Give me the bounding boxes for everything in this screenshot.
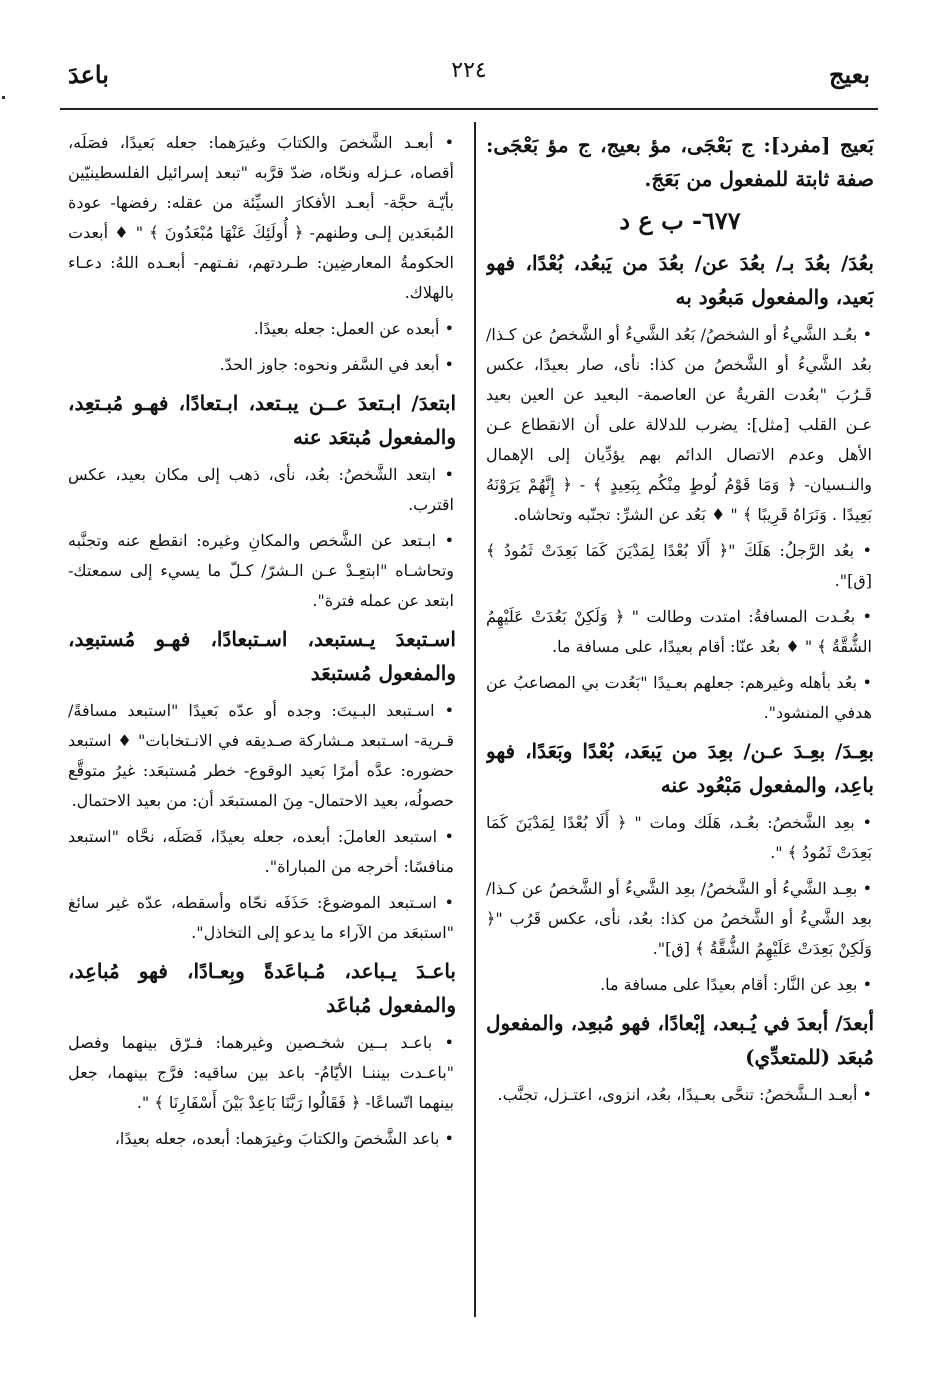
entry-headword: اسـتبعدَ يـستبعد، اسـتبعادًا، فهـو مُستبعِد، والمفعول مُستبعَد <box>68 627 456 685</box>
entry-sense: • أبعـد الـشَّخصُ: تنحَّى بعـيدًا، بعُد، انزوى، اعتـزل، تجنَّب. <box>497 1085 872 1104</box>
entry-headword: بَعيج [مفرد]: ج بَعْجَى، مؤ بعيج، ج مؤ بَعْجَى: صفة ثابتة للمفعول من بَعَجَ. <box>486 133 874 191</box>
header-entry-first: بعيج <box>829 60 870 89</box>
margin-mark <box>2 96 5 99</box>
entry-sense: • باعد الشَّخصَ والكتابَ وغيرَهما: أبعده، جعله بعيدًا، <box>114 1129 454 1148</box>
entry-sense: • بعُـدت المسافةُ: امتدت وطالت " ﴿ وَلَكِنْ بَعُدَتْ عَلَيْهِمُ الشُّقَّةُ ﴾ " ♦ بعُد عنّا: أقام بعيدًا، على مسافة ما. <box>486 607 872 656</box>
entry-sense: • ابتعد الشَّخصُ: بعُد، نأى، ذهب إلى مكان بعيد، عكس اقترب. <box>68 465 454 514</box>
page-header <box>60 58 878 98</box>
entry-headword: أبعدَ/ أبعدَ في يُـبعد، إبْعادًا، فهو مُبعِد، والمفعول مُبعَد (للمتعدِّي) <box>486 1011 874 1069</box>
entry-sense: • بعُد بأهله وغيرهم: جعلهم بعـيدًا "بَعُدت بي المصاعبُ عن هدفي المنشود". <box>486 673 872 722</box>
entry-sense: • اسـتبعد البـيتَ: وجده أو عدّه بَعيدًا "استبعد مسافةً/ قـرية- اسـتبعد مـشاركة صـديقه في الانـتخابات" ♦ استبعد حضوره: عدَّه أمرًا بَعيد الوقوع- خطر مُستبعَد: غيرُ متوقَّع حصولُه، بعيد الاحتمال- مِنَ المستبعَد أن: من بعيد الاحتمال. <box>68 701 454 810</box>
entry-sense: • بعِد عن النَّار: أقام بعيدًا على مسافة ما. <box>600 975 872 994</box>
left-column <box>68 128 456 1308</box>
entry-sense: • أبعده عن العمل: جعله بعيدًا. <box>253 319 454 338</box>
entry-sense: • أبعد في السَّفر ونحوه: جاوز الحدّ. <box>219 355 454 374</box>
entry-sense: • اسـتبعد الموضوعَ: حَذَفَه نحّاه وأسقطه، عدّه غير سائغ "استبعَد من الآراء ما يدعو إلى التخاذل". <box>68 893 454 942</box>
entry-headword: ابتعدَ/ ابـتعدَ عــن يبـتعد، ابـتعادًا، فهـو مُبـتعِد، والمفعول مُبتعَد عنه <box>68 391 456 449</box>
entry-sense: • بعِد الشَّخصُ: بعُـد، هَلَك ومات " ﴿ أَلَا بُعْدًا لِمَدْيَنَ كَمَا بَعِدَتْ ثَمُودُ ﴾ ". <box>486 813 872 862</box>
right-column <box>486 128 874 1308</box>
header-rule <box>60 108 878 110</box>
page-number: ٢٢٤ <box>451 58 487 83</box>
root-heading: ٦٧٧- ب ع د <box>619 206 741 235</box>
entry-headword: باعـدَ يـباعد، مُـباعَدةً وبِعـادًا، فهو مُباعِد، والمفعول مُباعَد <box>68 959 456 1017</box>
entry-sense: • أبعـد الشَّخصَ والكتابَ وغيرَهما: جعله بَعيدًا، فصَلَه، أقصاه، عـزله ونحّاه، ضدّ قرَّبه "تبعد إسرائيل الفلسطينيّين بأيّـة حجَّة- أبعـد الأفكارَ السيِّئة من عقله: رفضها- عودة المُبعَدين إلـى وطنهم- ﴿ أُولَئِكَ عَنْهَا مُبْعَدُونَ ﴾ " ♦ أبعدت الحكومةُ المعارضِين: طـردتهم، نفـتهم- أبعـده اللهُ: دعـاء بالهلاك. <box>68 133 454 302</box>
entry-sense: • بعُـد الشَّيءُ أو الشخصُ/ بَعُد الشَّيءُ أو الشَّخصُ عن كـذا/ بعُد الشَّيءُ أو الشَّخصُ من كذا: نأى، صار بعيدًا، عكس قَـرُبَ "بعُدت القريةُ عن العاصمة- البعيد عن العين بعيد عـن القلب [مثل]: يضرب للدلالة على أن الانقطاع عـن الأهل وعدم الاتصال الدائم بهم يؤدِّيان إلى الإهمال والنـسيان- ﴿ وَمَا قَوْمُ لُوطٍ مِنْكُم بِبَعِيدٍ ﴾ - ﴿ إِنَّهُمْ يَرَوْنَهُ بَعِيدًا . وَنَرَاهُ قَرِيبًا ﴾ " ♦ بَعُد عن الشرِّ: تجنّبه وتحاشاه. <box>486 325 873 524</box>
column-divider <box>474 122 476 1317</box>
entry-sense: • استبعد العاملَ: أبعده، جعله بعيدًا، فَصَلَه، نحَّاه "استبعد منافسًا: أخرجه من المباراة". <box>68 827 454 876</box>
entry-sense: • بعُد الرَّجلُ: هَلَكَ "﴿ أَلَا بُعْدًا لِمَدْيَنَ كَمَا بَعِدَتْ ثَمُودُ ﴾ [ق]". <box>486 541 872 590</box>
entry-headword: بعِـدَ/ بعِـدَ عـن/ بعِدَ من يَبعَد، بُعْدًا وبَعَدًا، فهو باعِد، والمفعول مَبْعُود عنه <box>486 739 874 797</box>
entry-sense: • ابـتعد عن الشَّخص والمكانِ وغيره: انقطع عنه وتجنَّبه وتحاشـاه "ابتعِـدْ عـن الـشرّ/ كـلّ ما يسيء إلى سمعتك- ابتعد عن عمله فترة". <box>68 531 454 610</box>
header-entry-last: باعدَ <box>68 60 109 89</box>
entry-headword: بعُدَ/ بعُدَ بـ/ بعُدَ عن/ بعُدَ من يَبعُد، بُعْدًا، فهو بَعيد، والمفعول مَبعُود به <box>486 251 874 309</box>
entry-sense: • باعـد بــين شخـصين وغيرهما: فـرّق بينهما وفصل "باعـدت بيننـا الأيّامُ- باعد بين ساقيه: فرَّج بينهما، جعل بينهما اتّساعًا- ﴿ فَقَالُوا رَبَّنَا بَاعِدْ بَيْنَ أَسْفَارِنَا ﴾ ". <box>68 1033 454 1112</box>
entry-sense: • بعِـد الشَّيءُ أو الشَّخصُ/ بعِد الشَّيءُ أو الشَّخصُ عن كـذا/ بعِد الشَّيءُ أو الشَّخصُ من كذا: بعُد، نأى، عكس قَرُب "﴿ وَلَكِنْ بَعِدَتْ عَلَيْهِمُ الشُّقَّةُ ﴾ [ق]". <box>486 879 872 958</box>
